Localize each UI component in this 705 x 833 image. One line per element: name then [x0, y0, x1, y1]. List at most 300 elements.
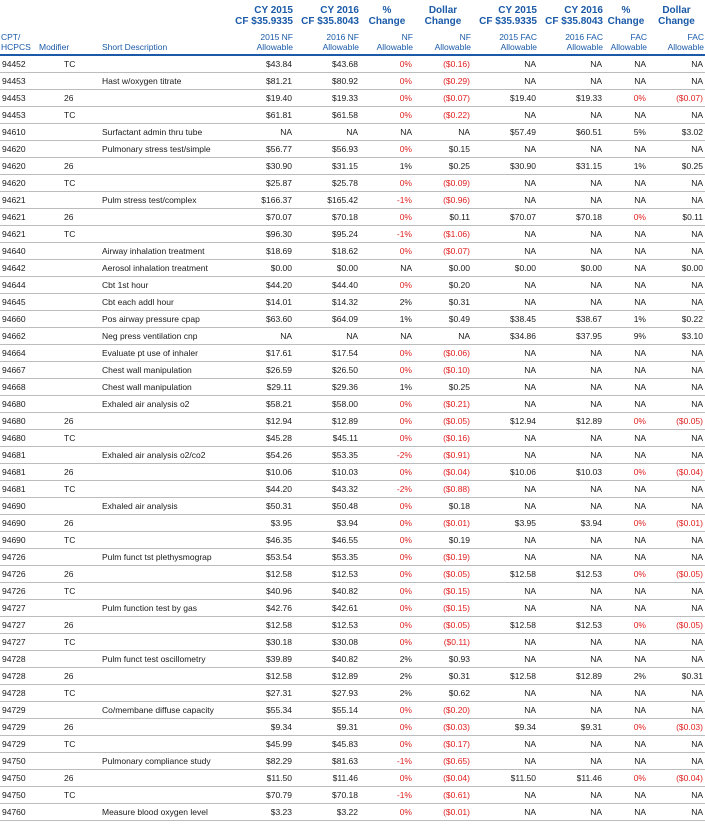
- cy2015-nf-header: CY 2015 CF $35.9335: [235, 5, 293, 27]
- fac-2015-cell: NA: [472, 447, 538, 464]
- table-row: [0, 583, 705, 600]
- description-cell: Co/membane diffuse capacity: [96, 702, 234, 719]
- modifier-cell: [38, 345, 96, 362]
- nf-dollar-change-cell: ($0.61): [414, 787, 472, 804]
- nf-2016-cell: $64.09: [294, 311, 360, 328]
- fac-2016-cell: NA: [538, 430, 604, 447]
- fac-2016-cell: NA: [538, 583, 604, 600]
- fac-2015-cell: NA: [472, 736, 538, 753]
- nf-2015-cell: $96.30: [234, 226, 294, 243]
- nf-2016-cell: $56.93: [294, 141, 360, 158]
- nf-2016-cell: $43.32: [294, 481, 360, 498]
- modifier-cell: 26: [38, 515, 96, 532]
- nf-2015-cell: $42.76: [234, 600, 294, 617]
- table-row: [0, 192, 705, 209]
- fac-dollar-change-cell: NA: [648, 600, 705, 617]
- fac-pct-change-cell: 5%: [604, 124, 648, 141]
- fac-dollar-change-cell: $0.11: [648, 209, 705, 226]
- nf-2015-cell: $30.18: [234, 634, 294, 651]
- fac-pct-change-cell: 1%: [604, 158, 648, 175]
- nf-dollar-change-cell: ($0.65): [414, 753, 472, 770]
- fac-2016-cell: NA: [538, 600, 604, 617]
- fac-pct-change-cell: 0%: [604, 515, 648, 532]
- fac-dollar-change-cell: NA: [648, 175, 705, 192]
- nf-dollar-change-cell: ($0.05): [414, 566, 472, 583]
- nf-pct-change-cell: 0%: [360, 702, 414, 719]
- table-row: [0, 277, 705, 294]
- description-cell: Pos airway pressure cpap: [96, 311, 234, 328]
- table-row: [0, 158, 705, 175]
- modifier-cell: 26: [38, 90, 96, 107]
- nf-pct-change-cell: 0%: [360, 396, 414, 413]
- nf-2015-cell: $25.87: [234, 175, 294, 192]
- cpt-code-cell: 94453: [0, 73, 38, 90]
- nf-2016-cell: $9.31: [294, 719, 360, 736]
- cpt-code-cell: 94660: [0, 311, 38, 328]
- table-row: [0, 260, 705, 277]
- fac-dollar-change-cell: NA: [648, 73, 705, 90]
- fac-pct-change-cell: 2%: [604, 668, 648, 685]
- description-cell: Evaluate pt use of inhaler: [96, 345, 234, 362]
- fac-2016-cell: $12.53: [538, 617, 604, 634]
- description-cell: Cbt 1st hour: [96, 277, 234, 294]
- nf-pct-change-cell: -1%: [360, 226, 414, 243]
- fac-pct-change-cell: NA: [604, 481, 648, 498]
- nf-2015-cell: $10.06: [234, 464, 294, 481]
- nf-pct-change-cell: 2%: [360, 685, 414, 702]
- table-row: [0, 430, 705, 447]
- cpt-code-cell: 94640: [0, 243, 38, 260]
- description-cell: Chest wall manipulation: [96, 362, 234, 379]
- nf-2015-cell: $44.20: [234, 481, 294, 498]
- description-cell: Measure blood oxygen level: [96, 804, 234, 821]
- fac-dollar-change-cell: ($0.03): [648, 719, 705, 736]
- nf-2015-cell: $44.20: [234, 277, 294, 294]
- fac-2016-cell: NA: [538, 447, 604, 464]
- nf-dollar-change-cell: ($0.06): [414, 345, 472, 362]
- fac-2015-cell: NA: [472, 804, 538, 821]
- fac-pct-change-cell: NA: [604, 685, 648, 702]
- table-row: [0, 668, 705, 685]
- nf-2016-cell: $10.03: [294, 464, 360, 481]
- nf-pct-change-cell: -2%: [360, 481, 414, 498]
- cpt-code-cell: 94729: [0, 736, 38, 753]
- modifier-cell: [38, 141, 96, 158]
- nf-dollar-change-cell: $0.25: [414, 158, 472, 175]
- fac-dollar-change-cell: ($0.05): [648, 566, 705, 583]
- modifier-cell: 26: [38, 770, 96, 787]
- description-cell: [96, 719, 234, 736]
- fac-2016-cell: $37.95: [538, 328, 604, 345]
- description-cell: Surfactant admin thru tube: [96, 124, 234, 141]
- nf-2015-cell: $12.58: [234, 617, 294, 634]
- nf-2015-cell: $166.37: [234, 192, 294, 209]
- description-cell: [96, 464, 234, 481]
- modifier-cell: TC: [38, 583, 96, 600]
- nf-pct-change-cell: NA: [360, 260, 414, 277]
- fac-pct-change-cell: NA: [604, 430, 648, 447]
- nf-pct-change-cell: 0%: [360, 498, 414, 515]
- modifier-cell: [38, 277, 96, 294]
- fac-2015-cell: NA: [472, 685, 538, 702]
- fac-2015-cell: NA: [472, 634, 538, 651]
- dollar-change-fac-header: Dollar Change: [658, 5, 695, 27]
- nf-2016-cell: $40.82: [294, 651, 360, 668]
- cpt-code-cell: 94726: [0, 549, 38, 566]
- fac-dollar-change-cell: NA: [648, 141, 705, 158]
- fac-dollar-change-cell: ($0.04): [648, 464, 705, 481]
- description-cell: Hast w/oxygen titrate: [96, 73, 234, 90]
- cpt-code-cell: 94729: [0, 719, 38, 736]
- description-cell: [96, 209, 234, 226]
- modifier-cell: [38, 311, 96, 328]
- fac-dollar-change-cell: $0.00: [648, 260, 705, 277]
- fac-dollar-change-cell: NA: [648, 396, 705, 413]
- cpt-code-cell: 94642: [0, 260, 38, 277]
- nf-pct-change-cell: 0%: [360, 430, 414, 447]
- nf-dollar-change-cell: $0.49: [414, 311, 472, 328]
- nf-dollar-change-cell: $0.00: [414, 260, 472, 277]
- nf-2015-cell: NA: [234, 124, 294, 141]
- fac-2015-cell: $30.90: [472, 158, 538, 175]
- table-row: [0, 379, 705, 396]
- fac-pct-change-cell: NA: [604, 277, 648, 294]
- modifier-cell: [38, 804, 96, 821]
- fac-2015-cell: NA: [472, 192, 538, 209]
- modifier-cell: [38, 124, 96, 141]
- nf-dollar-change-cell: ($0.03): [414, 719, 472, 736]
- modifier-cell: [38, 651, 96, 668]
- fac-pct-change-cell: NA: [604, 787, 648, 804]
- fac-2016-cell: NA: [538, 55, 604, 73]
- fac-2015-cell: $12.58: [472, 617, 538, 634]
- fac-dollar-change-cell: ($0.05): [648, 617, 705, 634]
- nf-pct-change-cell: 0%: [360, 532, 414, 549]
- nf-2016-cell: $27.93: [294, 685, 360, 702]
- fac-2016-cell: NA: [538, 294, 604, 311]
- fac-2016-cell: NA: [538, 634, 604, 651]
- nf-2016-cell: $0.00: [294, 260, 360, 277]
- cpt-code-cell: 94681: [0, 447, 38, 464]
- fac-2015-cell: NA: [472, 345, 538, 362]
- nf-pct-change-cell: -1%: [360, 192, 414, 209]
- nf-pct-change-cell: -1%: [360, 753, 414, 770]
- nf-pct-change-cell: -2%: [360, 447, 414, 464]
- fac-2016-cell: $9.31: [538, 719, 604, 736]
- cpt-code-cell: 94620: [0, 158, 38, 175]
- description-cell: [96, 515, 234, 532]
- description-cell: Exhaled air analysis o2: [96, 396, 234, 413]
- fac-2015-cell: NA: [472, 379, 538, 396]
- nf-2016-cell: $45.11: [294, 430, 360, 447]
- cpt-code-cell: 94727: [0, 617, 38, 634]
- fac-2016-cell: $12.53: [538, 566, 604, 583]
- nf-dollar-change-cell: ($0.05): [414, 413, 472, 430]
- fac-dollar-change-cell: NA: [648, 532, 705, 549]
- fac-2016-cell: $31.15: [538, 158, 604, 175]
- fac-dollar-change-cell: NA: [648, 447, 705, 464]
- nf-pct-change-cell: 0%: [360, 770, 414, 787]
- cy2016-nf-header: CY 2016 CF $35.8043: [301, 5, 359, 27]
- fac-dollar-allowable-header: FAC Allowable: [648, 29, 705, 55]
- nf-dollar-change-cell: ($0.07): [414, 90, 472, 107]
- fac-dollar-change-cell: ($0.01): [648, 515, 705, 532]
- nf-dollar-change-cell: ($0.01): [414, 804, 472, 821]
- fac-2016-cell: $10.03: [538, 464, 604, 481]
- nf-2015-cell: $17.61: [234, 345, 294, 362]
- cpt-code-cell: 94668: [0, 379, 38, 396]
- fac-2016-cell: NA: [538, 175, 604, 192]
- fac-pct-change-cell: NA: [604, 651, 648, 668]
- fac-pct-change-cell: NA: [604, 583, 648, 600]
- cpt-code-cell: 94645: [0, 294, 38, 311]
- fac-2016-cell: NA: [538, 753, 604, 770]
- fac-pct-change-cell: NA: [604, 549, 648, 566]
- fac-2015-cell: NA: [472, 430, 538, 447]
- nf-2015-cell: $12.94: [234, 413, 294, 430]
- fac-pct-change-cell: 0%: [604, 413, 648, 430]
- table-row: [0, 294, 705, 311]
- nf-dollar-change-cell: ($0.01): [414, 515, 472, 532]
- fac-pct-change-cell: NA: [604, 600, 648, 617]
- modifier-cell: 26: [38, 413, 96, 430]
- fac-dollar-change-cell: $3.10: [648, 328, 705, 345]
- table-row: [0, 736, 705, 753]
- fac-dollar-change-cell: NA: [648, 277, 705, 294]
- fac-2015-cell: $12.58: [472, 566, 538, 583]
- nf-pct-change-cell: 0%: [360, 345, 414, 362]
- cy2015-fac-header: CY 2015 CF $35.9335: [479, 5, 537, 27]
- modifier-cell: [38, 600, 96, 617]
- fac-2016-cell: NA: [538, 107, 604, 124]
- cpt-code-cell: 94750: [0, 787, 38, 804]
- fac-dollar-change-cell: NA: [648, 685, 705, 702]
- modifier-cell: TC: [38, 430, 96, 447]
- fac-pct-change-cell: 0%: [604, 617, 648, 634]
- modifier-cell: 26: [38, 158, 96, 175]
- modifier-cell: [38, 447, 96, 464]
- modifier-cell: [38, 294, 96, 311]
- nf-2015-cell: $82.29: [234, 753, 294, 770]
- nf-2015-cell: $54.26: [234, 447, 294, 464]
- description-cell: [96, 787, 234, 804]
- cpt-code-cell: 94667: [0, 362, 38, 379]
- fac-2016-cell: NA: [538, 243, 604, 260]
- modifier-cell: [38, 498, 96, 515]
- nf-2015-cell: $12.58: [234, 566, 294, 583]
- description-cell: Pulm funct tst plethysmograp: [96, 549, 234, 566]
- description-cell: Neg press ventilation cnp: [96, 328, 234, 345]
- nf-2015-cell: $26.59: [234, 362, 294, 379]
- fac-2016-cell: NA: [538, 277, 604, 294]
- fac-pct-change-cell: NA: [604, 73, 648, 90]
- fac-pct-change-cell: 1%: [604, 311, 648, 328]
- fac-2015-cell: $12.58: [472, 668, 538, 685]
- nf-2016-cell: $46.55: [294, 532, 360, 549]
- fac-pct-change-cell: NA: [604, 804, 648, 821]
- nf-2016-cell: $29.36: [294, 379, 360, 396]
- fac-2016-cell: NA: [538, 787, 604, 804]
- nf-2016-cell: $95.24: [294, 226, 360, 243]
- table-row: [0, 617, 705, 634]
- nf-2015-cell: $70.07: [234, 209, 294, 226]
- modifier-cell: [38, 362, 96, 379]
- fac-dollar-change-cell: ($0.07): [648, 90, 705, 107]
- fac-2015-cell: $34.86: [472, 328, 538, 345]
- fac-dollar-change-cell: NA: [648, 736, 705, 753]
- nf-pct-change-cell: 1%: [360, 158, 414, 175]
- fac-2015-cell: NA: [472, 787, 538, 804]
- nf-2016-cell: $12.53: [294, 566, 360, 583]
- table-row: [0, 413, 705, 430]
- fac-dollar-change-cell: $0.22: [648, 311, 705, 328]
- description-cell: Airway inhalation treatment: [96, 243, 234, 260]
- fac-2016-cell: $11.46: [538, 770, 604, 787]
- table-row: [0, 532, 705, 549]
- header-row-top: [0, 0, 705, 29]
- modifier-cell: [38, 396, 96, 413]
- fac-pct-change-cell: NA: [604, 107, 648, 124]
- fac-dollar-change-cell: NA: [648, 651, 705, 668]
- nf-dollar-change-cell: ($0.16): [414, 430, 472, 447]
- table-row: [0, 566, 705, 583]
- nf-pct-change-cell: 2%: [360, 651, 414, 668]
- fac-2016-cell: NA: [538, 226, 604, 243]
- table-row: [0, 141, 705, 158]
- modifier-cell: TC: [38, 787, 96, 804]
- fac-2016-cell: NA: [538, 73, 604, 90]
- nf-pct-allowable-header: NF Allowable: [360, 29, 414, 55]
- description-cell: Exhaled air analysis: [96, 498, 234, 515]
- header-spacer: [0, 0, 38, 29]
- fac-pct-change-cell: 0%: [604, 464, 648, 481]
- cpt-code-cell: 94726: [0, 583, 38, 600]
- fac-pct-change-cell: NA: [604, 379, 648, 396]
- table-row: [0, 243, 705, 260]
- nf-2015-cell: $14.01: [234, 294, 294, 311]
- fac-2015-cell: NA: [472, 277, 538, 294]
- fac-pct-change-cell: NA: [604, 226, 648, 243]
- table-row: [0, 600, 705, 617]
- description-cell: [96, 226, 234, 243]
- nf-2016-cell: $18.62: [294, 243, 360, 260]
- nf-2015-cell: $53.54: [234, 549, 294, 566]
- nf-dollar-change-cell: ($0.19): [414, 549, 472, 566]
- nf-pct-change-cell: 0%: [360, 736, 414, 753]
- modifier-cell: TC: [38, 175, 96, 192]
- fac-dollar-change-cell: NA: [648, 379, 705, 396]
- nf-2016-cell: NA: [294, 124, 360, 141]
- fac-pct-change-cell: NA: [604, 362, 648, 379]
- modifier-cell: TC: [38, 736, 96, 753]
- fac-2016-cell: NA: [538, 379, 604, 396]
- table-row: [0, 447, 705, 464]
- fac-2015-cell: $0.00: [472, 260, 538, 277]
- fac-pct-change-cell: NA: [604, 498, 648, 515]
- nf-pct-change-cell: 0%: [360, 804, 414, 821]
- fac-2016-cell: $12.89: [538, 413, 604, 430]
- cpt-code-cell: 94644: [0, 277, 38, 294]
- fac-dollar-change-cell: ($0.05): [648, 413, 705, 430]
- nf-2015-cell: $63.60: [234, 311, 294, 328]
- nf-2016-cell: $50.48: [294, 498, 360, 515]
- fac-2015-cell: NA: [472, 294, 538, 311]
- nf-dollar-change-cell: $0.25: [414, 379, 472, 396]
- nf-dollar-change-cell: NA: [414, 124, 472, 141]
- cpt-code-cell: 94621: [0, 226, 38, 243]
- fac-dollar-change-cell: NA: [648, 787, 705, 804]
- nf-pct-change-cell: 0%: [360, 362, 414, 379]
- fac-dollar-change-cell: NA: [648, 549, 705, 566]
- fac-2015-cell: NA: [472, 600, 538, 617]
- fac-2015-cell: NA: [472, 175, 538, 192]
- nf-dollar-allowable-header: NF Allowable: [414, 29, 472, 55]
- nf-pct-change-cell: 0%: [360, 243, 414, 260]
- nf-dollar-change-cell: $0.18: [414, 498, 472, 515]
- fac-dollar-change-cell: NA: [648, 226, 705, 243]
- nf-dollar-change-cell: ($1.06): [414, 226, 472, 243]
- table-row: [0, 651, 705, 668]
- cpt-code-cell: 94690: [0, 515, 38, 532]
- fac-2016-cell: NA: [538, 736, 604, 753]
- fac-2016-cell: NA: [538, 804, 604, 821]
- nf-dollar-change-cell: ($0.22): [414, 107, 472, 124]
- nf-2016-cell: $45.83: [294, 736, 360, 753]
- modifier-column-header: Modifier: [38, 29, 96, 55]
- modifier-cell: 26: [38, 719, 96, 736]
- fac-dollar-change-cell: NA: [648, 55, 705, 73]
- description-cell: [96, 770, 234, 787]
- fac-dollar-change-cell: NA: [648, 583, 705, 600]
- nf-pct-change-cell: 0%: [360, 634, 414, 651]
- nf-pct-change-cell: 0%: [360, 55, 414, 73]
- cpt-code-cell: 94680: [0, 413, 38, 430]
- fac-pct-change-cell: NA: [604, 736, 648, 753]
- table-row: [0, 804, 705, 821]
- nf-2015-cell: $9.34: [234, 719, 294, 736]
- nf-2016-cell: $12.53: [294, 617, 360, 634]
- fac-2016-cell: $70.18: [538, 209, 604, 226]
- cpt-code-cell: 94726: [0, 566, 38, 583]
- nf-pct-change-cell: 0%: [360, 90, 414, 107]
- description-cell: [96, 668, 234, 685]
- dollar-change-nf-header: Dollar Change: [424, 5, 462, 27]
- table-body: [0, 55, 705, 821]
- fac-2015-cell: NA: [472, 141, 538, 158]
- description-cell: Chest wall manipulation: [96, 379, 234, 396]
- table-row: [0, 498, 705, 515]
- fac-pct-change-cell: NA: [604, 532, 648, 549]
- nf-2015-cell: $50.31: [234, 498, 294, 515]
- table-row: [0, 362, 705, 379]
- fac-pct-change-cell: NA: [604, 243, 648, 260]
- nf-2016-cell: $44.40: [294, 277, 360, 294]
- cpt-code-cell: 94453: [0, 90, 38, 107]
- description-cell: [96, 430, 234, 447]
- nf-2016-cell: $3.22: [294, 804, 360, 821]
- nf-pct-change-cell: 2%: [360, 668, 414, 685]
- fac-dollar-change-cell: NA: [648, 634, 705, 651]
- fac-dollar-change-cell: NA: [648, 804, 705, 821]
- nf-dollar-change-cell: ($0.15): [414, 583, 472, 600]
- fac-2016-allowable-header: 2016 FAC Allowable: [538, 29, 604, 55]
- description-cell: [96, 583, 234, 600]
- fac-2016-cell: $3.94: [538, 515, 604, 532]
- modifier-cell: TC: [38, 634, 96, 651]
- nf-dollar-change-cell: NA: [414, 328, 472, 345]
- nf-2015-cell: $19.40: [234, 90, 294, 107]
- nf-dollar-change-cell: ($0.15): [414, 600, 472, 617]
